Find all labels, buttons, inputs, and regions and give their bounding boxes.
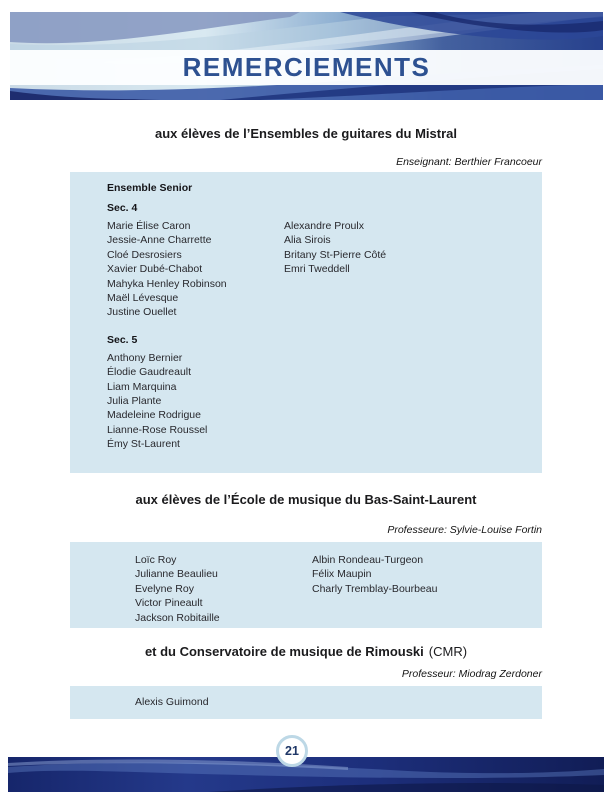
ecole-column-2 <box>312 553 542 625</box>
footer-waves-graphic <box>8 757 604 792</box>
student-name: Britany St-Pierre Côté <box>284 248 387 261</box>
sec-5-columns <box>107 351 542 452</box>
teacher-credit-conservatoire: Professeur: Miodrag Zerdoner <box>401 668 542 680</box>
ecole-columns <box>135 553 542 625</box>
student-name: Alexis Guimond <box>135 696 209 708</box>
student-name: Liam Marquina <box>107 380 177 393</box>
sec-4-column-2 <box>284 219 542 320</box>
student-name: Julia Plante <box>107 395 162 408</box>
page-number-badge <box>276 735 308 767</box>
student-name: Justine Ouellet <box>107 306 177 319</box>
student-name: Lianne-Rose Roussel <box>107 423 208 436</box>
student-name: Félix Maupin <box>312 568 372 581</box>
ensemble-senior-label: Ensemble Senior <box>107 182 193 194</box>
student-name: Cloé Desrosiers <box>107 248 182 261</box>
sec-5-label: Sec. 5 <box>107 333 138 346</box>
student-name: Mahyka Henley Robinson <box>107 277 227 290</box>
section-heading-bas-saint-laurent: aux élèves de l’École de musique du Bas-Saint-Laurent <box>135 492 477 507</box>
teacher-credit-mistral: Enseignant: Berthier Francoeur <box>396 156 542 168</box>
teacher-credit-bas-saint-laurent: Professeure: Sylvie-Louise Fortin <box>387 524 542 536</box>
student-name: Marie Élise Caron <box>107 220 191 232</box>
student-name: Evelyne Roy <box>135 582 194 595</box>
sec-5-column-1 <box>107 351 284 452</box>
student-name: Maël Lévesque <box>107 292 179 305</box>
section-heading-conservatoire <box>0 644 612 660</box>
header-banner <box>10 12 603 100</box>
student-name: Julianne Beaulieu <box>135 568 218 581</box>
sec-4-columns <box>107 219 542 320</box>
title-band <box>10 50 603 85</box>
page-title: REMERCIEMENTS <box>182 52 431 82</box>
sec-4-column-1 <box>107 219 284 320</box>
student-name: Élodie Gaudreault <box>107 366 192 379</box>
student-name: Emri Tweddell <box>284 263 350 276</box>
ecole-column-1 <box>135 553 312 625</box>
student-name: Jackson Robitaille <box>135 611 220 624</box>
student-name: Émy St-Laurent <box>107 438 180 451</box>
students-box-conservatoire <box>70 686 542 719</box>
footer-banner <box>8 757 604 792</box>
student-name: Alia Sirois <box>284 234 331 247</box>
student-name: Alexandre Proulx <box>284 220 364 232</box>
student-name: Xavier Dubé-Chabot <box>107 263 203 276</box>
student-name: Victor Pineault <box>135 597 203 610</box>
student-name: Loïc Roy <box>135 554 177 566</box>
student-name: Albin Rondeau-Turgeon <box>312 554 424 566</box>
student-name: Madeleine Rodrigue <box>107 409 201 422</box>
heading-regular-part: (CMR) <box>428 644 468 659</box>
student-name: Anthony Bernier <box>107 351 183 364</box>
students-box-bas-saint-laurent <box>70 542 542 628</box>
student-name: Charly Tremblay-Bourbeau <box>312 582 438 595</box>
section-heading-mistral: aux élèves de l’Ensembles de guitares du Mistral <box>154 126 457 141</box>
student-name: Jessie-Anne Charrette <box>107 234 212 247</box>
students-box-mistral <box>70 172 542 473</box>
sec-4-label: Sec. 4 <box>107 202 138 214</box>
page-number: 21 <box>285 744 299 758</box>
heading-bold-part: et du Conservatoire de musique de Rimouski <box>144 644 424 659</box>
